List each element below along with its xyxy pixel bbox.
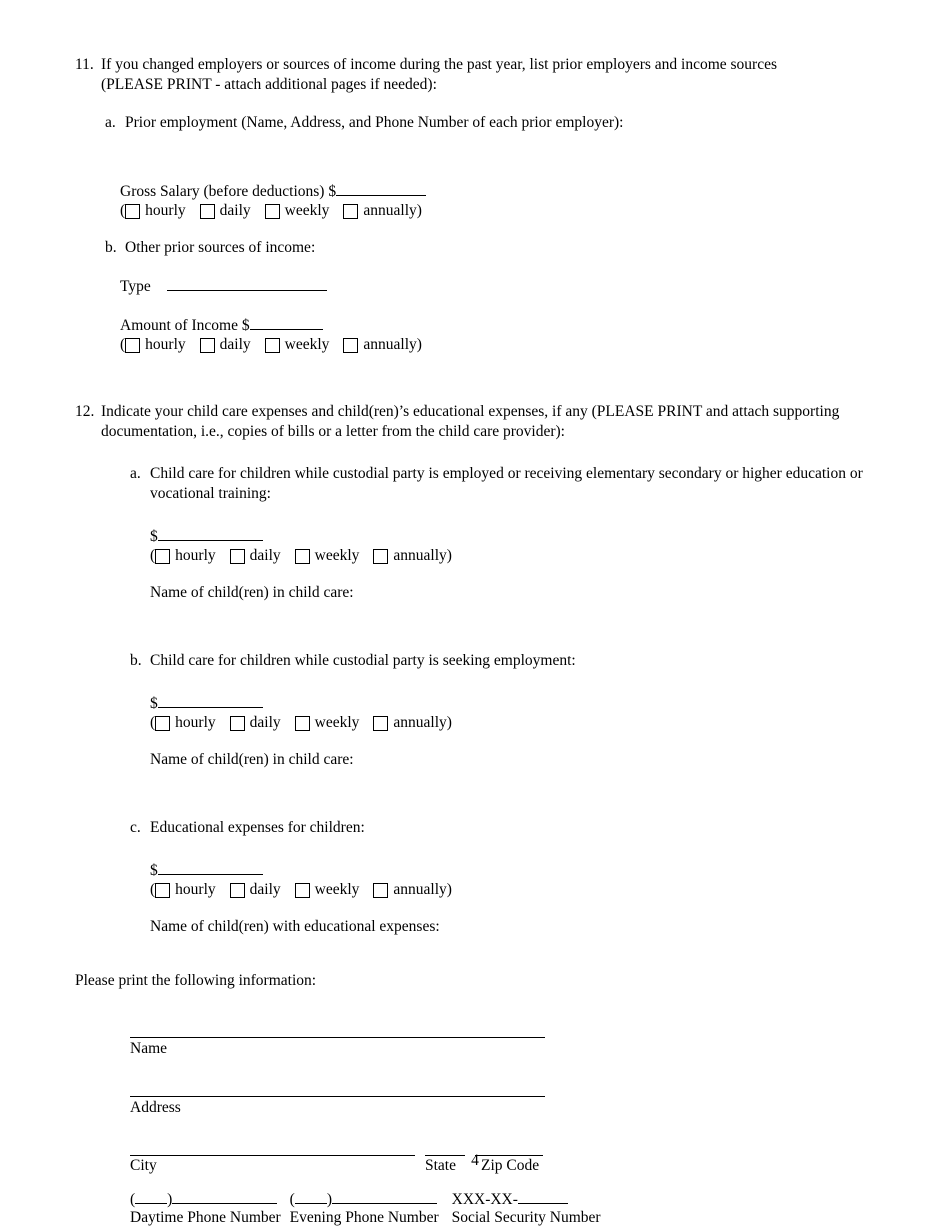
freq-daily[interactable] [230,881,281,899]
name-field-group [130,1017,630,1058]
close-paren: ) [446,881,452,898]
question-12c-letter: c. [130,819,141,836]
freq-annually[interactable] [373,714,452,732]
checkbox-icon[interactable] [295,716,310,731]
question-12a [130,464,875,504]
daytime-phone-group [130,1189,281,1227]
education-expense-names-label: Name of child(ren) with educational expenses: [150,918,440,935]
checkbox-icon[interactable] [125,204,140,219]
address-field-group [130,1076,630,1117]
daytime-paren-close: ) [167,1191,173,1208]
evening-phone-group [290,1189,439,1227]
freq-weekly[interactable] [295,547,360,565]
freq-hourly-label: hourly [175,714,216,731]
freq-weekly[interactable] [295,881,360,899]
freq-annually-label: annually [393,881,447,898]
freq-annually-label: annually [393,714,447,731]
amount-of-income-frequency [120,336,875,354]
childcare-employed-amount-input[interactable] [158,526,263,541]
evening-number-input[interactable] [332,1189,437,1204]
freq-daily[interactable] [230,547,281,565]
evening-paren-open: ( [289,1191,295,1208]
daytime-number-input[interactable] [172,1189,277,1204]
checkbox-icon[interactable] [230,549,245,564]
question-11-text-line2: (PLEASE PRINT - attach additional pages if needed): [101,76,437,93]
freq-weekly[interactable] [265,202,330,220]
name-label: Name [130,1040,168,1057]
childcare-seeking-names-label: Name of child(ren) in child care: [150,751,354,768]
freq-annually[interactable] [373,547,452,565]
question-11a [105,113,875,133]
checkbox-icon[interactable] [373,549,388,564]
dollar-sign: $ [150,528,158,545]
question-12b [130,651,875,671]
checkbox-icon[interactable] [343,338,358,353]
freq-weekly[interactable] [265,336,330,354]
ssn-group [452,1189,601,1227]
question-12 [75,402,875,937]
freq-hourly-label: hourly [145,202,186,219]
checkbox-icon[interactable] [295,883,310,898]
freq-weekly-label: weekly [284,202,330,219]
checkbox-icon[interactable] [155,549,170,564]
question-11b-letter: b. [105,239,117,256]
zip-label: Zip Code [481,1157,540,1174]
checkbox-icon[interactable] [373,883,388,898]
close-paren: ) [446,547,452,564]
name-input[interactable] [130,1017,545,1038]
gross-salary-frequency [120,202,875,220]
freq-daily-label: daily [219,202,251,219]
freq-daily-label: daily [219,336,251,353]
childcare-employed-names-label: Name of child(ren) in child care: [150,584,354,601]
checkbox-icon[interactable] [265,204,280,219]
address-input[interactable] [130,1076,545,1097]
freq-daily[interactable] [230,714,281,732]
question-11a-text: Prior employment (Name, Address, and Phone Number of each prior employer): [125,114,624,131]
address-label: Address [130,1099,181,1116]
evening-phone-label: Evening Phone Number [289,1209,439,1226]
type-input[interactable] [167,276,327,291]
education-expense-frequency [150,881,875,899]
freq-daily[interactable] [200,336,251,354]
question-12-number: 12. [75,403,95,420]
freq-hourly[interactable] [155,881,215,899]
question-12c [130,818,875,838]
education-expense-amount-group [150,860,875,937]
freq-annually-label: annually [363,336,417,353]
education-expense-amount-input[interactable] [158,860,263,875]
ssn-input[interactable] [518,1189,568,1204]
question-12b-text: Child care for children while custodial party is seeking employment: [150,652,576,669]
open-paren: ( [120,336,126,353]
close-paren: ) [446,714,452,731]
question-11-number: 11. [75,56,94,73]
other-income-type-group [120,276,875,297]
freq-annually-label: annually [363,202,417,219]
question-11a-letter: a. [105,114,116,131]
question-12-text-line1: Indicate your child care expenses and child(ren)’s educational expenses, if any (PLEASE PRINT and attach supporting [101,403,840,420]
dollar-sign: $ [150,862,158,879]
freq-annually[interactable] [373,881,452,899]
question-12-text-line2: documentation, i.e., copies of bills or a letter from the child care provider): [101,423,565,440]
ssn-label: Social Security Number [451,1209,601,1226]
open-paren: ( [120,202,126,219]
checkbox-icon[interactable] [230,716,245,731]
checkbox-icon[interactable] [373,716,388,731]
phone-ssn-group [130,1189,630,1227]
page-number: 4 [471,1152,479,1169]
childcare-seeking-amount-input[interactable] [158,693,263,708]
freq-hourly[interactable] [125,336,185,354]
amount-of-income-input[interactable] [250,315,323,330]
freq-annually[interactable] [343,202,422,220]
checkbox-icon[interactable] [230,883,245,898]
question-11b-text: Other prior sources of income: [125,239,316,256]
daytime-areacode-input[interactable] [135,1189,167,1204]
daytime-phone-label: Daytime Phone Number [130,1209,281,1226]
freq-weekly-label: weekly [284,336,330,353]
freq-weekly[interactable] [295,714,360,732]
checkbox-icon[interactable] [200,338,215,353]
ssn-masked-value: XXX-XX- [451,1191,518,1208]
freq-hourly-label: hourly [175,881,216,898]
evening-paren-close: ) [326,1191,333,1208]
checkbox-icon[interactable] [155,883,170,898]
freq-hourly[interactable] [125,202,185,220]
question-12a-text-line2: vocational training: [150,485,271,502]
gross-salary-group [120,181,875,220]
childcare-employed-amount-group [150,526,875,603]
freq-daily-label: daily [249,714,281,731]
question-11b [105,238,875,258]
type-label: Type [120,278,151,295]
checkbox-icon[interactable] [343,204,358,219]
freq-weekly-label: weekly [314,881,360,898]
childcare-employed-frequency [150,547,875,565]
freq-hourly[interactable] [155,714,215,732]
freq-hourly[interactable] [155,547,215,565]
open-paren: ( [150,714,156,731]
freq-daily-label: daily [249,547,281,564]
question-12b-letter: b. [130,652,142,669]
checkbox-icon[interactable] [155,716,170,731]
question-11 [75,55,875,354]
checkbox-icon[interactable] [265,338,280,353]
question-12a-letter: a. [130,465,141,482]
evening-areacode-input[interactable] [295,1189,327,1204]
gross-salary-input[interactable] [336,181,426,196]
state-label: State [425,1157,456,1174]
daytime-paren-open: ( [130,1191,136,1208]
childcare-seeking-frequency [150,714,875,732]
childcare-seeking-amount-group [150,693,875,770]
gross-salary-label: Gross Salary (before deductions) $ [120,183,337,200]
close-paren: ) [416,336,422,353]
checkbox-icon[interactable] [295,549,310,564]
open-paren: ( [150,547,156,564]
freq-weekly-label: weekly [314,547,360,564]
close-paren: ) [416,202,422,219]
question-11-text-line1: If you changed employers or sources of income during the past year, list prior employers and income sources [101,56,778,73]
freq-hourly-label: hourly [175,547,216,564]
freq-daily[interactable] [200,202,251,220]
freq-annually[interactable] [343,336,422,354]
dollar-sign: $ [150,695,158,712]
freq-hourly-label: hourly [145,336,186,353]
print-info-block [130,1017,630,1227]
page-content [75,55,875,1227]
question-12a-text-line1: Child care for children while custodial party is employed or receiving elementary secondary or higher education or [150,465,863,482]
freq-annually-label: annually [393,547,447,564]
print-info-heading: Please print the following information: [75,972,317,989]
open-paren: ( [150,881,156,898]
freq-daily-label: daily [249,881,281,898]
checkbox-icon[interactable] [125,338,140,353]
checkbox-icon[interactable] [200,204,215,219]
freq-weekly-label: weekly [314,714,360,731]
amount-of-income-group [120,315,875,354]
question-12c-text: Educational expenses for children: [150,819,365,836]
city-label: City [130,1157,157,1174]
amount-of-income-label: Amount of Income $ [120,317,250,334]
